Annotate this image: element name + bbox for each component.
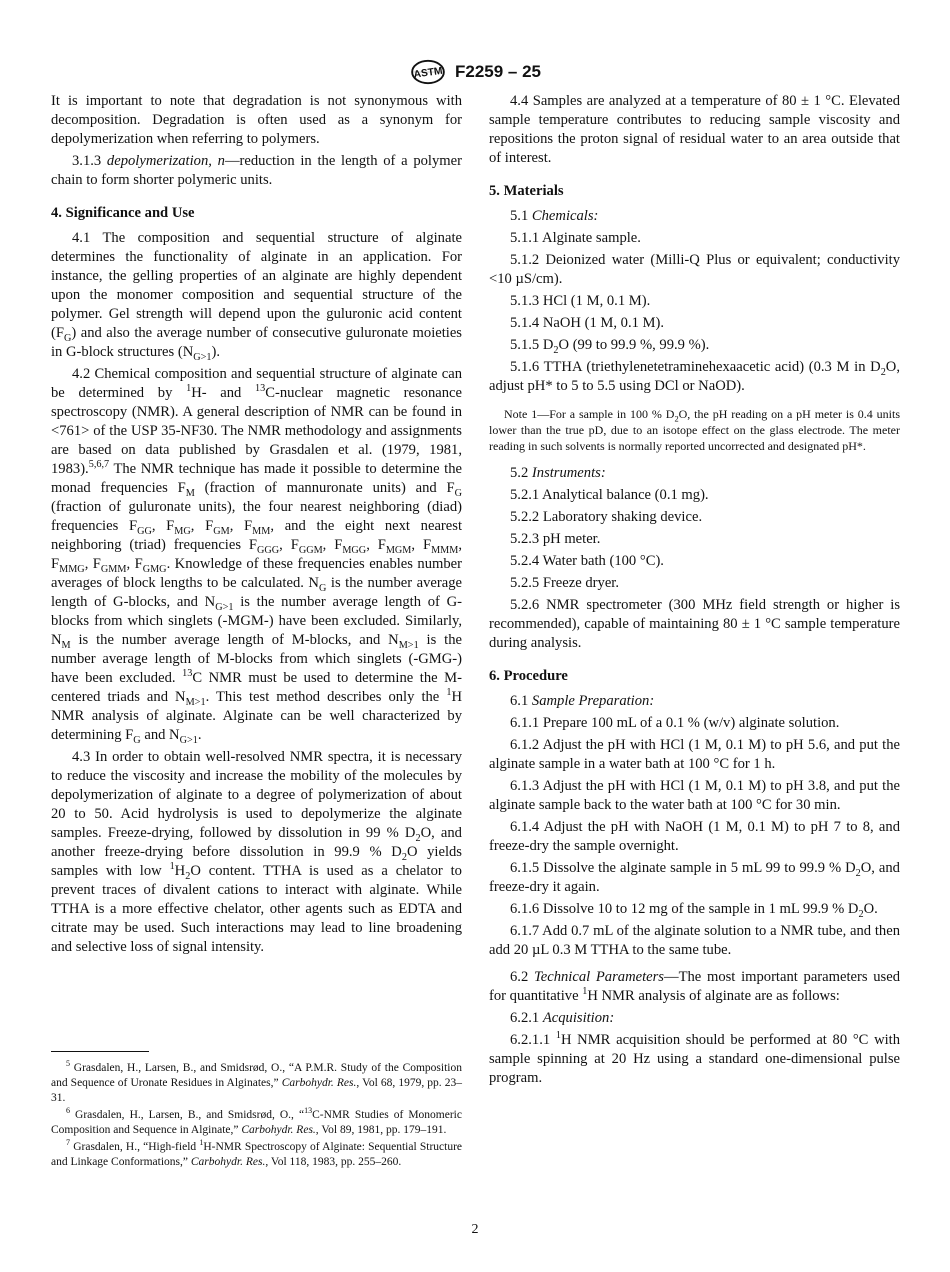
paragraph-5-1-4: 5.1.4 NaOH (1 M, 0.1 M). [510, 315, 665, 331]
section-6-heading: 6. Procedure [489, 668, 568, 684]
page-number: 2 [471, 1222, 479, 1237]
paragraph-3-1-3: 3.1.3 depolymerization, n—reduction in the length of a polymer chain to form shorter polymeric units. [51, 153, 462, 188]
left-column [51, 92, 462, 960]
paragraph-5-1-5: 5.1.5 $D_2O$ (99 to 99.9 %, 99.9 %). [510, 337, 710, 356]
paragraph-5-2-1: 5.2.1 Analytical balance (0.1 mg). [510, 487, 709, 503]
section-4-heading: 4. Significance and Use [51, 205, 195, 221]
designation: F2259 – 25 [454, 62, 541, 81]
paragraph-5-2-5: 5.2.5 Freeze dryer. [510, 575, 620, 591]
paragraph-6-1-3: 6.1.3 Adjust the pH with HCl (1 M, 0.1 M) to pH 3.8, and put the alginate sample back to the water bath at 100 °C for 30 min. [489, 778, 900, 813]
paragraph-4-2: 4.2 Chemical composition and sequential structure of alginate can be determined by $^1$H- and $^{13}$C-nuclear magnetic resonance spectroscopy (NMR). A general description of NMR can be found in <761> of the USP 35-NF30. The NMR methodology and assignments are based on data published by Grasdalen et al. (1979, 1981, 1983).$^{5,6,7}$ The NMR technique has made it possible to determine the monad frequencies $F_M$ (fraction of mannuronate units) and $F_G$ (fraction of guluronate units), the four nearest neighboring (diad) frequencies $F_{GG}$, $F_{MG}$, $F_{GM}$, $F_{MM}$, and the eight next nearest neighboring (triad) frequencies $F_{GGG}$, $F_{GGM}$, $F_{MGG}$, $F_{MGM}$, $F_{MMM}$, $F_{MMG}$, $F_{GMM}$, $F_{GMG}$. Knowledge of these frequencies enables number averages of block lengths to be calculated. $N_G$ is the number average length of G-blocks, and $N_{G>1}$ is the number average length of G-blocks from which singlets (-MGM-) have been excluded. Similarly, $N_M$ is the number average length of M-blocks, and $N_{M>1}$ is the number average length of M-blocks from which singlets (-GMG-) have been excluded. $^{13}$C NMR must be used to determine the M-centered triads and $N_{M>1}$. This test method describes only the $^1$H NMR analysis of alginate. Alginate can be well characterized by determining $F_G$ and $N_{G>1}$. [51, 366, 462, 746]
footnote-6: $^6$ Grasdalen, H., Larsen, B., and Smidsrød, O., “$^{13}$C-NMR Studies of Monomeric Composition and Sequence in Alginate,” Carbohydr. Res., Vol 89, 1981, pp. 179–191. [51, 1106, 462, 1136]
paragraph-5-1-3: 5.1.3 HCl (1 M, 0.1 M). [510, 293, 651, 309]
paragraph-4-1: 4.1 The composition and sequential structure of alginate determines the functionality of alginate in an application. For instance, the gelling properties of an alginate are highly dependent upon the monomer composition and sequential structure of the polymer. Gel strength will depend upon the guluronic acid content $(F_G)$ and also the average number of consecutive guluronate moieties in G-block structures $(N_{G>1})$. [51, 230, 462, 363]
paragraph-5-2-6: 5.2.6 NMR spectrometer (300 MHz field strength or higher is recommended), capable of maintaining 80 ± 1 °C sample temperature during analysis. [489, 597, 900, 651]
paragraph-4-4: 4.4 Samples are analyzed at a temperature of 80 ± 1 °C. Elevated sample temperature contributes to reducing sample viscosity and repositions the proton signal of residual water to an area outside that of interest. [489, 93, 900, 166]
paragraph-6-1-1: 6.1.1 Prepare 100 mL of a 0.1 % (w/v) alginate solution. [510, 715, 840, 731]
paragraph-6-1-6: 6.1.6 Dissolve 10 to 12 mg of the sample in 1 mL 99.9 % $D_2O$. [510, 901, 878, 920]
astm-logo [409, 58, 447, 86]
paragraph-6-1-5: 6.1.5 Dissolve the alginate sample in 5 mL 99 to 99.9 % $D_2O$, and freeze-dry it again. [489, 860, 900, 895]
paragraph-6-2-1: 6.2.1 Acquisition: [510, 1010, 615, 1026]
paragraph-5-2-3: 5.2.3 pH meter. [510, 531, 601, 547]
paragraph-6-2-1-1: 6.2.1.1 $^1$H NMR acquisition should be performed at 80 °C with sample spinning at 20 Hz using a standard one-dimensional pulse program. [489, 1030, 901, 1086]
paragraph-5-1-6: 5.1.6 TTHA (triethylenetetraminehexaacetic acid) (0.3 M in $D_2O$, adjust pH* to 5 to 5.5 using DCl or NaOD). [489, 359, 900, 394]
paragraph-5-2: 5.2 Instruments: [510, 465, 606, 481]
paragraph-5-1: 5.1 Chemicals: [510, 208, 599, 224]
paragraph-5-1-1: 5.1.1 Alginate sample. [510, 230, 641, 246]
right-column [489, 92, 900, 1091]
section-5-heading: 5. Materials [489, 183, 564, 199]
footnotes [51, 1061, 462, 1172]
paragraph-6-1-7: 6.1.7 Add 0.7 mL of the alginate solution to a NMR tube, and then add 20 µL 0.3 M TTHA to the same tube. [489, 923, 900, 958]
footnote-5: $^5$ Grasdalen, H., Larsen, B., and Smidsrød, O., “A P.M.R. Study of the Composition and Sequence of Uronate Residues in Alginates,” Carbohydr. Res., Vol 68, 1979, pp. 23–31. [51, 1059, 462, 1104]
paragraph-6-1-4: 6.1.4 Adjust the pH with NaOH (1 M, 0.1 M) to pH 7 to 8, and freeze-dry the sample overnight. [489, 819, 900, 854]
paragraph-5-1-2: 5.1.2 Deionized water (Milli-Q Plus or equivalent; conductivity <10 µS/cm). [489, 252, 900, 287]
paragraph-6-1-2: 6.1.2 Adjust the pH with HCl (1 M, 0.1 M) to pH 5.6, and put the alginate sample in a water bath at 100 °C for 1 h. [489, 737, 900, 772]
paragraph-intro: It is important to note that degradation is not synonymous with decomposition. Degradation is often used as a synonym for depolymerization when referring to polymers. [51, 93, 462, 147]
footnote-divider [51, 1051, 149, 1052]
paragraph-5-2-4: 5.2.4 Water bath (100 °C). [510, 553, 664, 569]
paragraph-4-3: 4.3 In order to obtain well-resolved NMR spectra, it is necessary to reduce the viscosity and increase the mobility of the molecules by depolymerization of alginate to a degree of polymerization of about 20 to 50. Acid hydrolysis is used to depolymerize the alginate samples. Freeze-drying, followed by dissolution in 99 % $D_2O$, and another freeze-drying before dissolution in 99.9 % $D_2O$ yields samples with low $^1H_2O$ content. TTHA is used as a chelator to prevent traces of divalent cations to interact with alginate. While TTHA is a more effective chelator, other agents such as EDTA and citrate may be used. Such interactions may lead to line broadening and selective loss of signal intensity. [51, 749, 462, 955]
paragraph-6-1: 6.1 Sample Preparation: [510, 693, 655, 709]
svg-text:ASTM: ASTM [413, 65, 444, 81]
page-header [0, 58, 950, 86]
note-1: Note 1—For a sample in 100 % $D_2O$, the pH reading on a pH meter is 0.4 units lower than the true pD, due to an isotope effect on the glass electrode. The meter reading in such solvents is normally reported uncorrected and designated pH*. [489, 407, 900, 453]
footnote-7: $^7$ Grasdalen, H., “High-field $^1$H-NMR Spectroscopy of Alginate: Sequential Structure and Linkage Conformations,” Carbohydr. Res., Vol 118, 1983, pp. 255–260. [51, 1138, 463, 1168]
paragraph-6-2: 6.2 Technical Parameters—The most important parameters used for quantitative $^1$H NMR analysis of alginate are as follows: [489, 969, 900, 1004]
paragraph-5-2-2: 5.2.2 Laboratory shaking device. [510, 509, 703, 525]
